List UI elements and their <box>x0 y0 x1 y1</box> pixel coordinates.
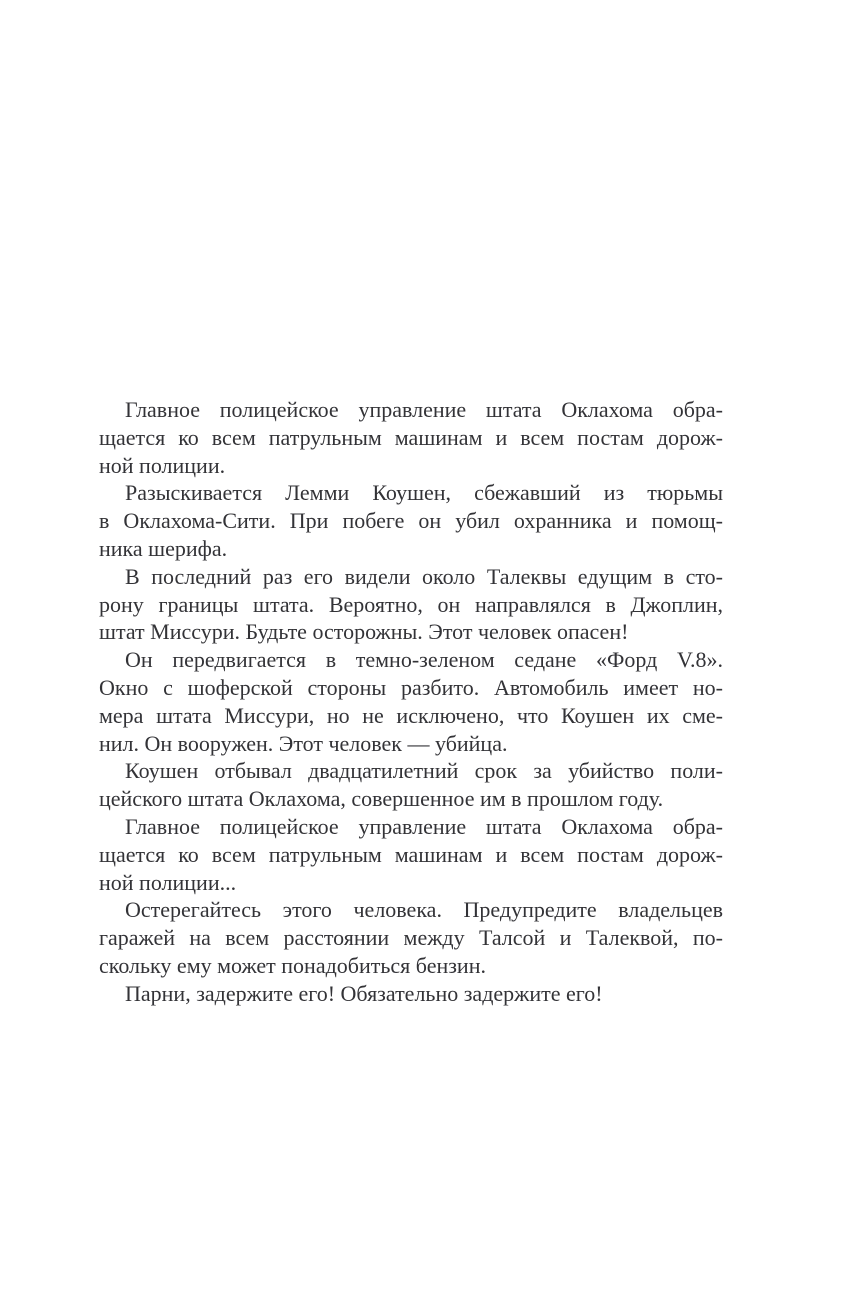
text-line: Разыскивается Лемми Коушен, сбежавший из тюрьмы <box>125 480 723 506</box>
text-line: цейского штата Оклахома, совершенное им в прошлом году. <box>99 786 664 812</box>
paragraph <box>99 563 723 646</box>
text-line: скольку ему может понадобиться бензин. <box>99 952 486 978</box>
paragraph <box>99 980 723 1008</box>
text-line: в Оклахома-Сити. При побеге он убил охранника и помощ- <box>99 508 723 534</box>
text-line: мера штата Миссури, но не исключено, что Коушен их сме- <box>99 702 723 728</box>
text-line: щается ко всем патрульным машинам и всем постам дорож- <box>99 424 723 450</box>
text-line: Он передвигается в темно-зеленом седане «Форд V.8». <box>125 647 723 673</box>
text-line: рону границы штата. Вероятно, он направлялся в Джоплин, <box>99 591 723 617</box>
text-line: штат Миссури. Будьте осторожны. Этот человек опасен! <box>99 619 629 645</box>
paragraph <box>99 646 723 757</box>
paragraph <box>99 757 723 813</box>
text-line: Главное полицейское управление штата Оклахома обра- <box>125 397 723 422</box>
text-line: ной полиции... <box>99 869 237 895</box>
text-line: Коушен отбывал двадцатилетний срок за убийство поли- <box>125 758 723 784</box>
text-line: Парни, задержите его! Обязательно задержите его! <box>125 980 603 1006</box>
text-line: В последний раз его видели около Талеквы едущим в сто- <box>125 563 723 589</box>
text-line: Главное полицейское управление штата Оклахома обра- <box>125 813 723 839</box>
text-line: Остерегайтесь этого человека. Предупредите владельцев <box>125 897 723 923</box>
text-line: нил. Он вооружен. Этот человек — убийца. <box>99 730 508 756</box>
text-line: ной полиции. <box>99 452 226 478</box>
text-line: Окно с шоферской стороны разбито. Автомобиль имеет но- <box>99 674 723 700</box>
paragraph <box>99 479 723 562</box>
text-line: ника шерифа. <box>99 535 228 561</box>
paragraph <box>99 896 723 979</box>
text-block <box>99 396 723 1008</box>
paragraph <box>99 813 723 896</box>
text-line: щается ко всем патрульным машинам и всем постам дорож- <box>99 841 723 867</box>
text-line: гаражей на всем расстоянии между Талсой и Талеквой, по- <box>99 925 723 951</box>
paragraph <box>99 396 723 479</box>
